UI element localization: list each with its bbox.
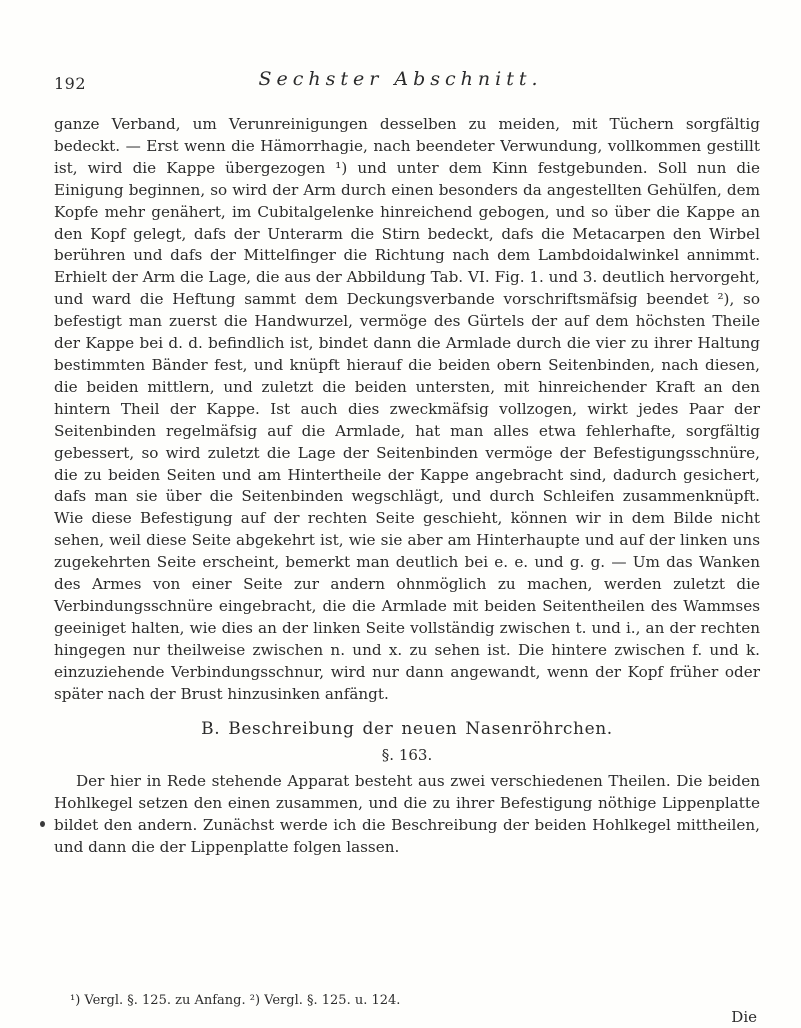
page-header: [54, 68, 747, 94]
page-number: 192: [54, 74, 87, 93]
section-number: §. 163.: [381, 746, 433, 765]
margin-mark: [40, 821, 45, 827]
section-heading: B. Beschreibung der neuen Nasenröhrchen.: [201, 719, 613, 740]
paragraph-continued: ganze Verband, um Verunreinigungen desselben zu meiden, mit Tüchern sorgfältig bedeckt. — Erst wenn die Hämorrhagie, nach beendeter Verwundung, vollkommen gestillt ist, wird die Kappe übergezogen ¹) und unter dem Kinn festgebunden. Soll nun die Einigung beginnen, so wird der Arm durch einen besonders da angestellten Gehülfen, dem Kopfe mehr genähert, im Cubitalgelenke hinreichend gebogen, und so über die Kappe an den Kopf gelegt, dafs der Unterarm die Stirn bedeckt, dafs die Metacarpen den Wirbel berühren und dafs der Mittelfinger die Richtung nach dem Lambdoidalwinkel annimmt. Erhielt der Arm die Lage, die aus der Abbildung Tab. VI. Fig. 1. und 3. deutlich hervorgeht, und ward die Heftung sammt dem Deckungsverbande vorschriftsmäfsig beendet ²), so befestigt man zuerst die Handwurzel, vermöge des Gürtels der auf dem höchsten Theile der Kappe bei d. d. befindlich ist, bindet dann die Armlade durch die vier zu ihrer Haltung bestimmten Bänder fest, und knüpft hierauf die beiden obern Seitenbinden, nach diesen, die beiden mittlern, und zuletzt die beiden untersten, mit hinreichender Kraft an den hintern Theil der Kappe. Ist auch dies zweckmäfsig vollzogen, wirkt jedes Paar der Seitenbinden regelmäfsig auf die Armlade, hat man alles etwa fehlerhafte, sorgfältig gebessert, so wird zuletzt die Lage der Seitenbinden vermöge der Befestigungsschnüre, die zu beiden Seiten und am Hintertheile der Kappe angebracht sind, dadurch gesichert, dafs man sie über die Seitenbinden wegschlägt, und durch Schleifen zusammenknüpft. Wie diese Befestigung auf der rechten Seite geschieht, können wir in dem Bilde nicht sehen, weil diese Seite abgekehrt ist, wie sie aber am Hinterhaupte und auf der linken uns zugekehrten Seite erscheint, bemerkt man deutlich bei e. e. und g. g. — Um das Wanken des Armes von einer Seite zur andern ohnmöglich zu machen, werden zuletzt die Verbindungsschnüre eingebracht, die die Armlade mit beiden Seitentheilen des Wammses geeiniget halten, wie dies an der linken Seite vollständig zwischen t. und i., an der rechten hingegen nur theilweise zwischen n. und x. zu sehen ist. Die hintere zwischen f. und k. einzuziehende Verbindungsschnur, wird nur dann angewandt, wenn der Kopf früher oder später nach der Brust hinzusinken anfängt.: [54, 115, 760, 703]
main-text: [54, 114, 760, 859]
paragraph: Der hier in Rede stehende Apparat besteht aus zwei verschiedenen Theilen. Die beiden Hohlkegel setzen den einen zusammen, und die zu ihrer Befestigung nöthige Lippenplatte bildet den andern. Zunächst werde ich die Beschreibung der beiden Hohlkegel mittheilen, und dann die der Lippenplatte folgen lassen.: [54, 772, 760, 856]
catchword: Die: [731, 1008, 757, 1026]
footnotes: ¹) Vergl. §. 125. zu Anfang. ²) Vergl. §. 125. u. 124.: [70, 993, 401, 1008]
running-head: Sechster Abschnitt.: [258, 68, 543, 90]
